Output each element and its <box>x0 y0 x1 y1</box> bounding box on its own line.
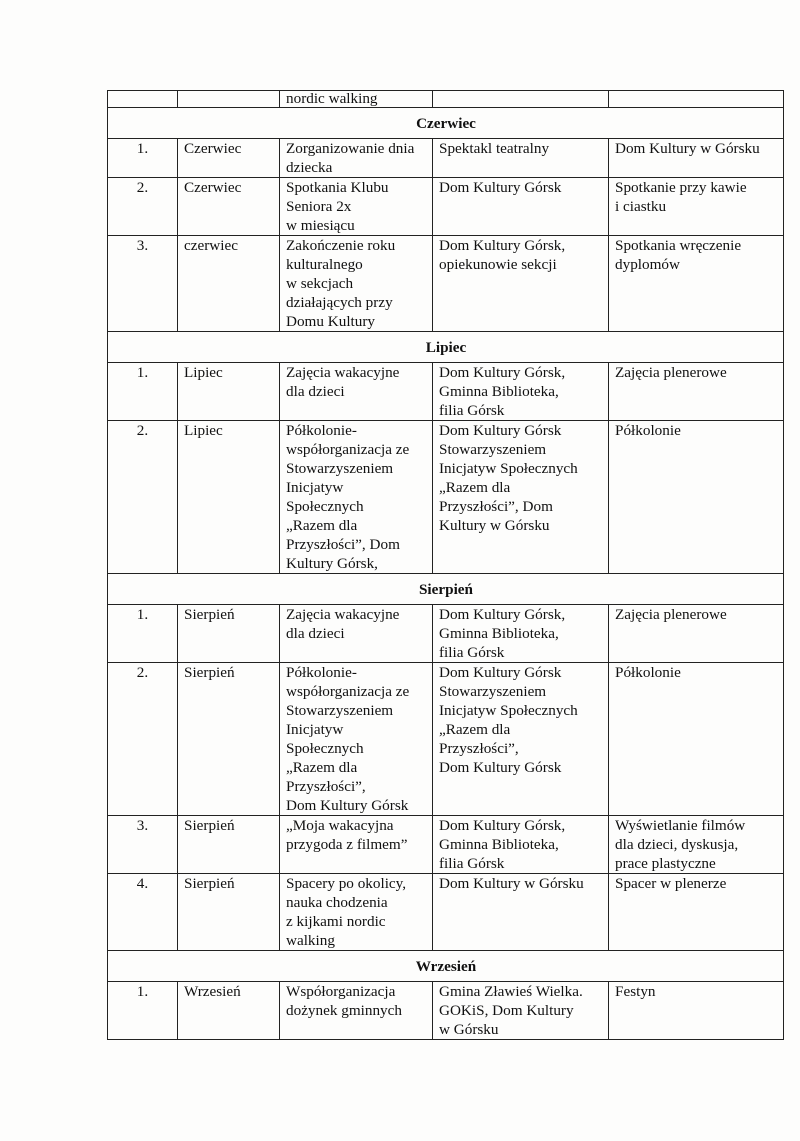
organizer-cell: Dom Kultury Górsk, Gminna Biblioteka, filia Górsk <box>433 816 609 874</box>
date-cell: Sierpień <box>178 605 280 663</box>
table-cell <box>108 91 178 108</box>
date-cell: Lipiec <box>178 363 280 421</box>
table-row <box>108 605 784 663</box>
form-cell: Półkolonie <box>609 421 784 574</box>
date-cell: Sierpień <box>178 874 280 951</box>
form-cell: Festyn <box>609 982 784 1040</box>
month-header-row <box>108 108 784 139</box>
organizer-cell: Dom Kultury w Górsku <box>433 874 609 951</box>
row-number: 4. <box>108 874 178 951</box>
month-header: Lipiec <box>108 332 784 363</box>
date-cell: czerwiec <box>178 236 280 332</box>
event-cell: Współorganizacja dożynek gminnych <box>280 982 433 1040</box>
row-number: 3. <box>108 816 178 874</box>
row-number: 1. <box>108 982 178 1040</box>
month-header-row <box>108 951 784 982</box>
row-number: 2. <box>108 663 178 816</box>
row-number: 1. <box>108 139 178 178</box>
event-cell: „Moja wakacyjna przygoda z filmem” <box>280 816 433 874</box>
date-cell: Lipiec <box>178 421 280 574</box>
table-cell <box>609 91 784 108</box>
date-cell: Wrzesień <box>178 982 280 1040</box>
organizer-cell: Dom Kultury Górsk, Gminna Biblioteka, filia Górsk <box>433 605 609 663</box>
row-number: 2. <box>108 421 178 574</box>
form-cell: Dom Kultury w Górsku <box>609 139 784 178</box>
form-cell: Półkolonie <box>609 663 784 816</box>
form-cell: Zajęcia plenerowe <box>609 363 784 421</box>
month-header: Wrzesień <box>108 951 784 982</box>
event-cell: Zajęcia wakacyjne dla dzieci <box>280 605 433 663</box>
month-header-row <box>108 574 784 605</box>
form-cell: Spotkania wręczenie dyplomów <box>609 236 784 332</box>
row-number: 1. <box>108 363 178 421</box>
organizer-cell: Dom Kultury Górsk Stowarzyszeniem Inicjatyw Społecznych „Razem dla Przyszłości”, Dom Kultury Górsk <box>433 663 609 816</box>
table-row <box>108 236 784 332</box>
table-row <box>108 816 784 874</box>
date-cell: Sierpień <box>178 663 280 816</box>
row-number: 1. <box>108 605 178 663</box>
organizer-cell: Spektakl teatralny <box>433 139 609 178</box>
table-cell: nordic walking <box>280 91 433 108</box>
table-row <box>108 663 784 816</box>
document-page <box>107 90 783 1040</box>
event-cell: Półkolonie- współorganizacja ze Stowarzyszeniem Inicjatyw Społecznych „Razem dla Przyszłości”, Dom Kultury Górsk, <box>280 421 433 574</box>
date-cell: Czerwiec <box>178 139 280 178</box>
event-cell: Zakończenie roku kulturalnego w sekcjach działających przy Domu Kultury <box>280 236 433 332</box>
events-table <box>107 90 784 1040</box>
organizer-cell: Dom Kultury Górsk, opiekunowie sekcji <box>433 236 609 332</box>
organizer-cell: Dom Kultury Górsk Stowarzyszeniem Inicjatyw Społecznych „Razem dla Przyszłości”, Dom Kultury w Górsku <box>433 421 609 574</box>
event-cell: Spacery po okolicy, nauka chodzenia z kijkami nordic walking <box>280 874 433 951</box>
table-cell <box>433 91 609 108</box>
table-row <box>108 421 784 574</box>
organizer-cell: Dom Kultury Górsk <box>433 178 609 236</box>
date-cell: Sierpień <box>178 816 280 874</box>
month-header-row <box>108 332 784 363</box>
event-cell: Półkolonie- współorganizacja ze Stowarzyszeniem Inicjatyw Społecznych „Razem dla Przyszłości”, Dom Kultury Górsk <box>280 663 433 816</box>
event-cell: Zorganizowanie dnia dziecka <box>280 139 433 178</box>
table-row <box>108 982 784 1040</box>
form-cell: Wyświetlanie filmów dla dzieci, dyskusja, prace plastyczne <box>609 816 784 874</box>
event-cell: Zajęcia wakacyjne dla dzieci <box>280 363 433 421</box>
form-cell: Zajęcia plenerowe <box>609 605 784 663</box>
form-cell: Spotkanie przy kawie i ciastku <box>609 178 784 236</box>
month-header: Sierpień <box>108 574 784 605</box>
table-row <box>108 363 784 421</box>
table-row <box>108 178 784 236</box>
event-cell: Spotkania Klubu Seniora 2x w miesiącu <box>280 178 433 236</box>
month-header: Czerwiec <box>108 108 784 139</box>
continuation-row <box>108 91 784 108</box>
organizer-cell: Gmina Zławieś Wielka. GOKiS, Dom Kultury w Górsku <box>433 982 609 1040</box>
date-cell: Czerwiec <box>178 178 280 236</box>
row-number: 3. <box>108 236 178 332</box>
table-row <box>108 139 784 178</box>
table-cell <box>178 91 280 108</box>
organizer-cell: Dom Kultury Górsk, Gminna Biblioteka, filia Górsk <box>433 363 609 421</box>
row-number: 2. <box>108 178 178 236</box>
table-row <box>108 874 784 951</box>
form-cell: Spacer w plenerze <box>609 874 784 951</box>
